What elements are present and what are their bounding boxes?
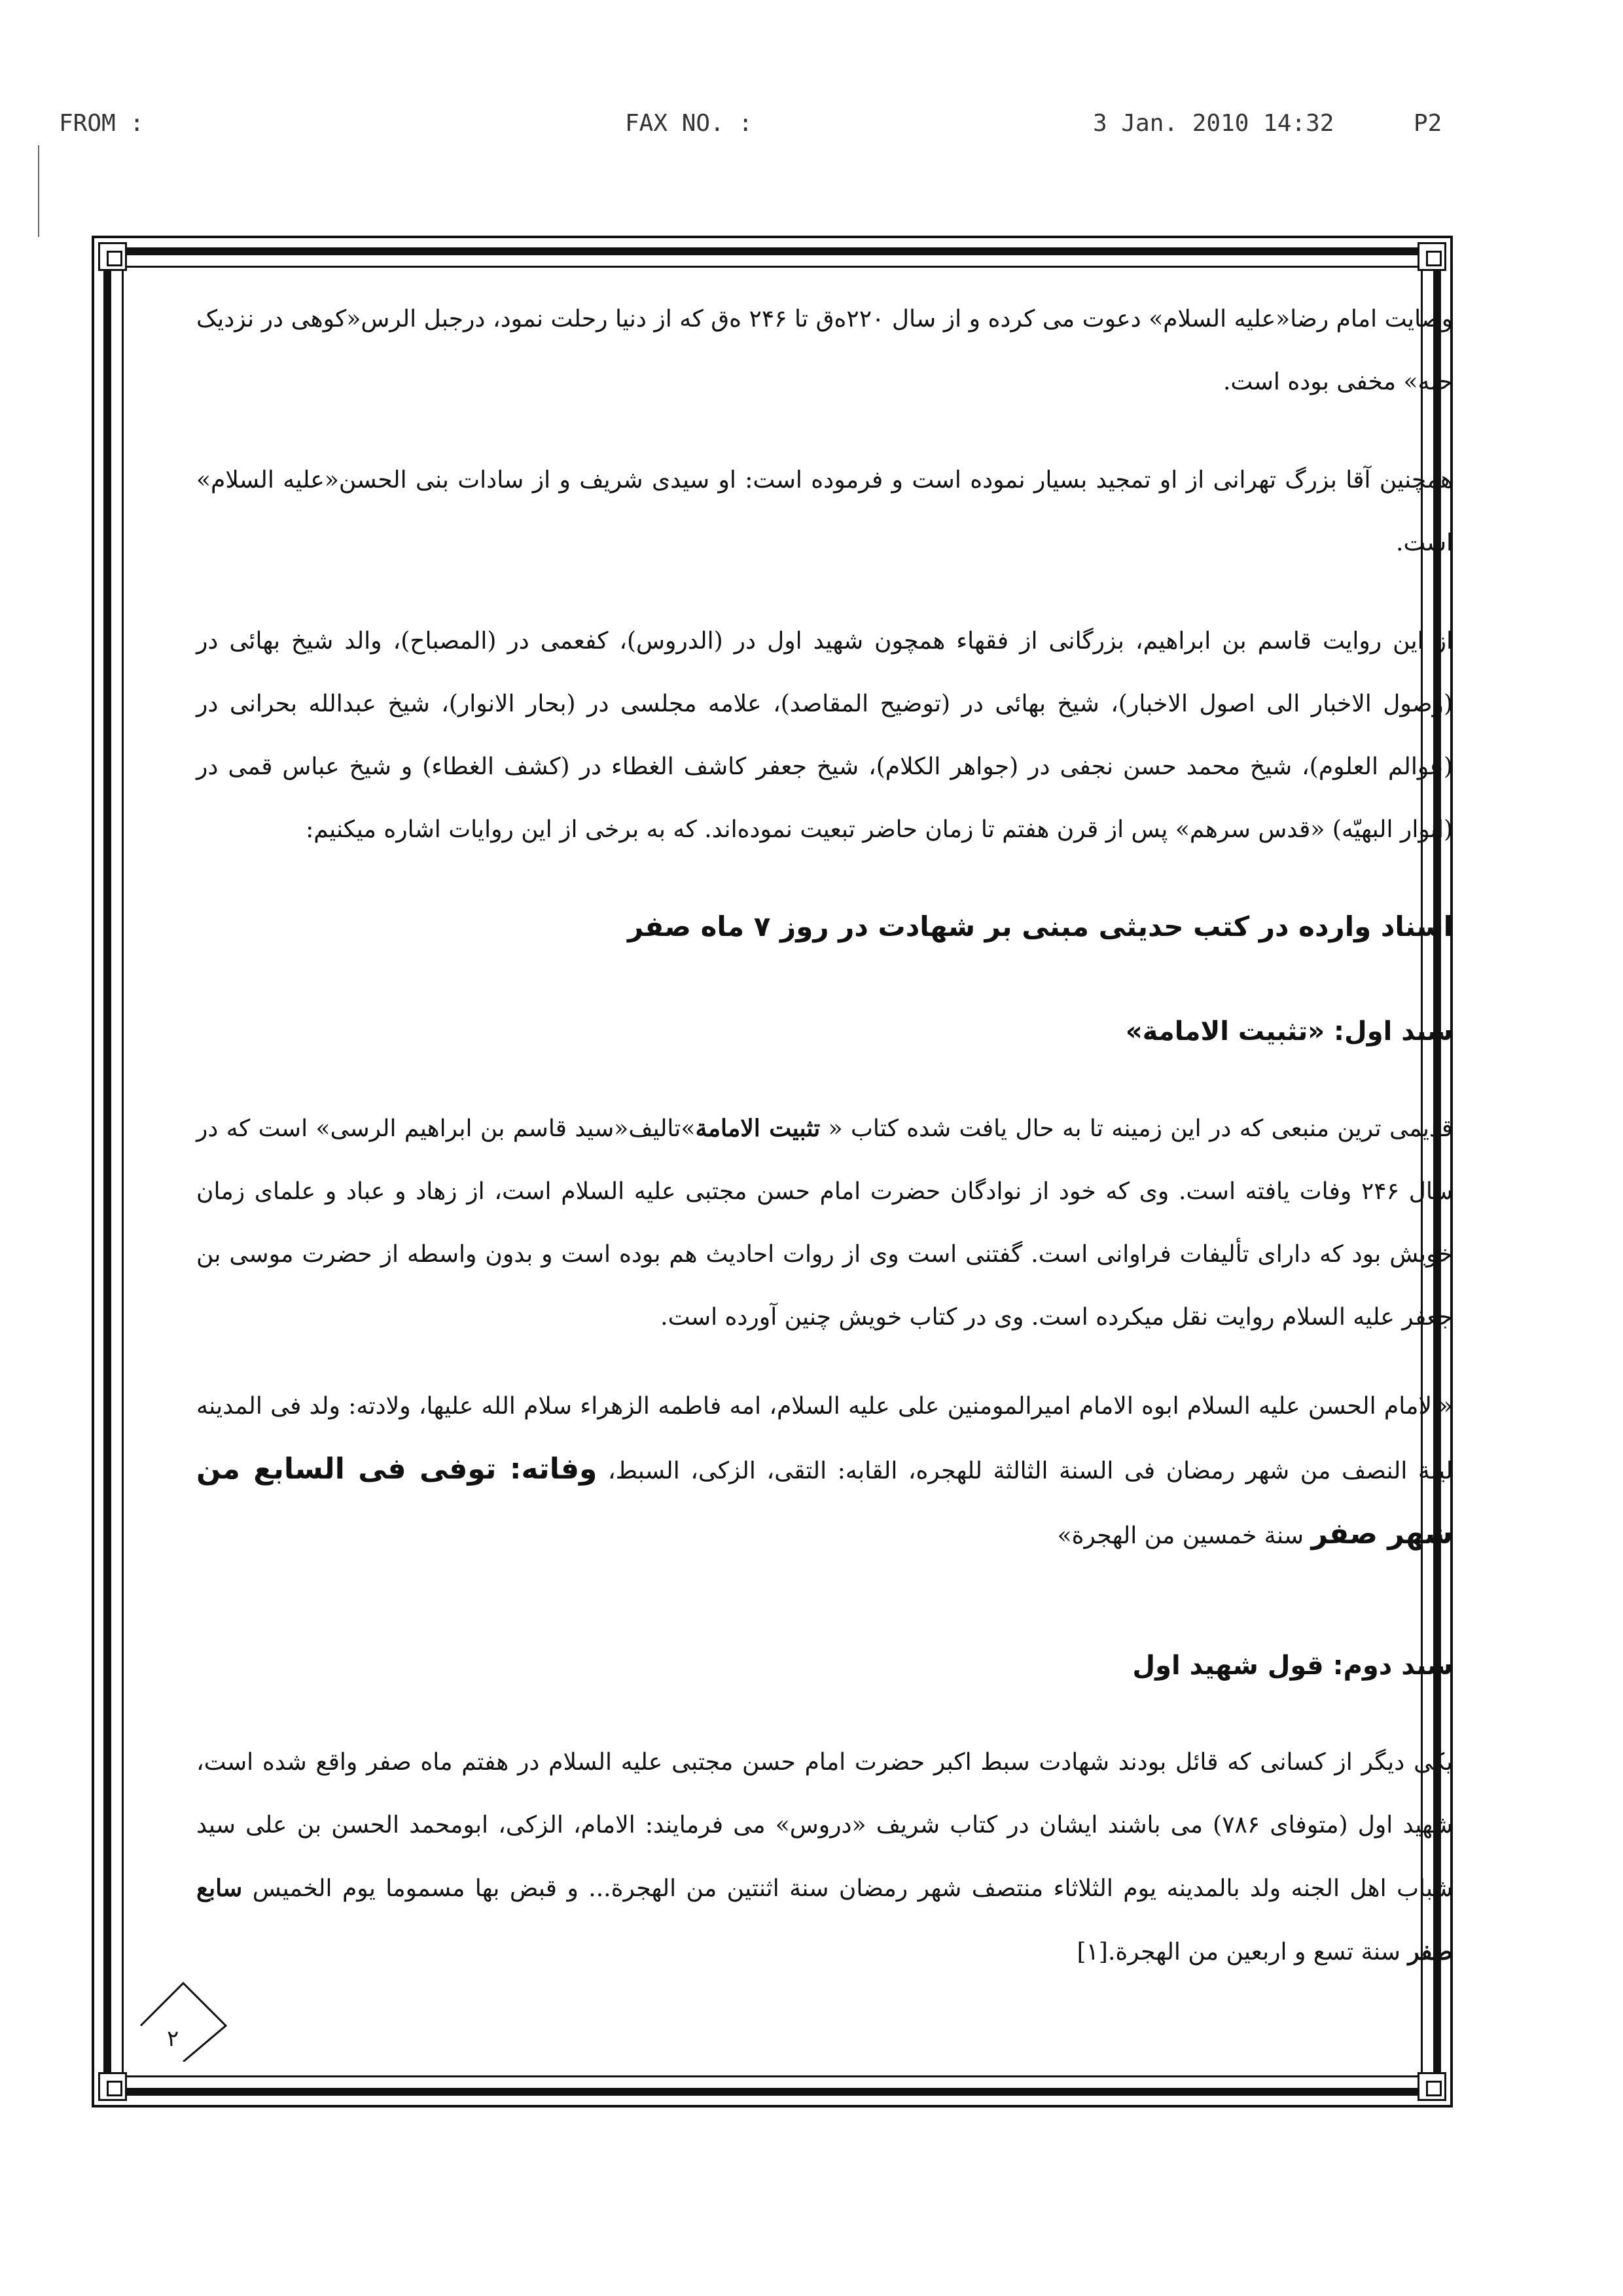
frame-corner-bottom-left <box>98 2072 127 2101</box>
page-number: ۲ <box>167 2026 179 2052</box>
paragraph-5-quote <box>196 1375 1453 1568</box>
subheading-second-source: سند دوم: قول شهید اول <box>1132 1651 1453 1681</box>
section-heading: اسناد وارده در کتب حدیثی مبنی بر شهادت در روز ۷ ماه صفر <box>628 910 1453 942</box>
subheading-first-source: سند اول: «تثبیت الامامة» <box>1125 1016 1453 1047</box>
paragraph-3: از این روایت قاسم بن ابراهیم، بزرگانی از فقهاء همچون شهید اول در (الدروس)، کفعمی در (المصباح)، والد شیخ بهائی در (وصول الاخبار الی اصول الاخبار)، شیخ بهائی در (توضیح المقاصد)، علامه مجلسی در (بحار الانوار)، شیخ عبدالله بحرانی در (عوالم العلوم)، شیخ محمد حسن نجفی در (جواهر الکلام)، شیخ جعفر کاشف الغطاء در (کشف الغطاء) و شیخ عباس قمی در (انوار البهیّه) «قدس سرهم» پس از قرن هفتم تا زمان حاضر تبعیت نموده‌اند. که به برخی از این روایات اشاره میکنیم: <box>196 628 1453 843</box>
fax-from: FROM : <box>59 110 145 137</box>
paragraph-2: همچنین آقا بزرگ تهرانی از او تمجید بسیار نموده است و فرموده است: او سیدی شریف و از سادات بنی الحسن«علیه السلام» است. <box>196 467 1454 556</box>
death-label-emphasis: وفاته: <box>509 1452 597 1486</box>
paragraph-6 <box>196 1731 1453 1984</box>
fax-date: 3 Jan. 2010 14:32 <box>1093 110 1334 137</box>
paragraph-4 <box>196 1097 1453 1349</box>
book-title-emphasis: تثبیت الامامة <box>695 1115 821 1142</box>
paragraph-6-part-a: یکی دیگر از کسانی که قائل بودند شهادت سبط اکبر حضرت امام حسن مجتبی علیه السلام در هفتم ماه صفر واقع شده است، شهید اول (متوفای ۷۸۶) می باشند ایشان در کتاب شریف «دروس» می فرمایند: الامام، الزکی، ابومحمد الحسن بن علی سید شباب اهل الجنه ولد بالمدینه یوم الثلاثاء منتصف شهر رمضان سنة اثنتین من الهجرة... و قبض بها مسموما یوم الخمیس <box>196 1749 1453 1902</box>
frame-corner-top-left <box>98 242 127 271</box>
margin-mark <box>38 145 39 237</box>
fax-header <box>52 110 1466 149</box>
frame-corner-top-right <box>1418 242 1446 271</box>
fax-page: P2 <box>1414 110 1442 137</box>
paragraph-5-part-a: «الامام الحسن علیه السلام ابوه الامام امیرالمومنین علی علیه السلام، امه فاطمه الزهراء سلام الله علیها، ولادته: ولد فی المدینه لیلة النصف من شهر رمضان فی السنة الثالثة للهجره، القابه: التقی، الزکی، السبط، <box>196 1393 1453 1484</box>
paragraph-5-part-b: سنة خمسین من الهجرة» <box>1057 1522 1311 1549</box>
document-body <box>196 288 1453 2016</box>
paragraph-4-part-a: قدیمی ترین منبعی که در این زمینه تا به حال یافت شده کتاب « <box>820 1115 1453 1142</box>
page-number-diamond <box>134 1964 232 2062</box>
seventh-safar-emphasis: سابع صفر <box>196 1874 1453 1965</box>
fax-number: FAX NO. : <box>625 110 753 137</box>
paragraph-6-part-b: سنة تسع و اربعین من الهجرة.[۱] <box>1077 1939 1408 1965</box>
death-date-emphasis: توفی فی السابع من شهر صفر <box>196 1452 1453 1551</box>
paragraph-4-part-b: »تالیف«سید قاسم بن ابراهیم الرسی» است که در سال ۲۴۶ وفات یافته است. وی که خود از نوادگان حضرت امام حسن مجتبی علیه السلام است، از زهاد و عباد و علمای زمان خویش بود که دارای تألیفات فراوانی است. گفتنی است وی از روات احادیث هم بوده است و بدون واسطه از حضرت موسی بن جعفر علیه السلام روایت نقل میکرده است. وی در کتاب خویش چنین آورده است. <box>196 1115 1453 1331</box>
frame-corner-bottom-right <box>1418 2072 1446 2101</box>
paragraph-1: وصایت امام رضا«علیه السلام» دعوت می کرده و از سال ۲۲۰ه‌ق تا ۲۴۶ ه‌ق که از دنیا رحلت نمود، درجبل الرس«کوهی در نزدیک حله» مخفی بوده است. <box>196 306 1453 395</box>
